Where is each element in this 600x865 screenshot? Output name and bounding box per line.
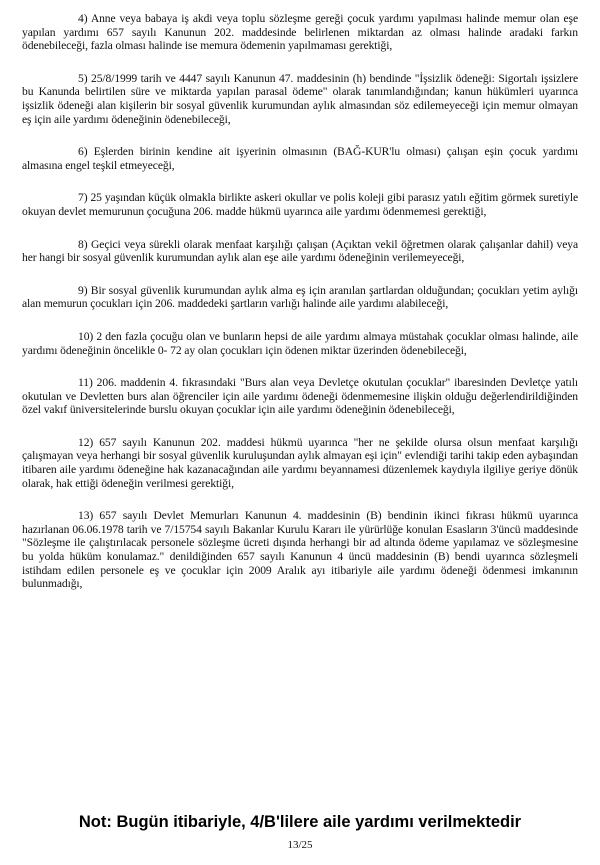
paragraph-item-6: 6) Eşlerden birinin kendine ait işyerinin olmasının (BAĞ-KUR'lu olması) çalışan eşin çocuk yardımı almasına engel teşkil etmeyeceği,: [22, 145, 578, 172]
paragraph-item-10: 10) 2 den fazla çocuğu olan ve bunların hepsi de aile yardımı almaya müstahak çocuklar olması halinde, aile yardımı ödeneğinin öncelikle 0- 72 ay olan çocukları için ödenen miktar üzerinden ödenebileceği,: [22, 329, 578, 357]
paragraph-item-12: 12) 657 sayılı Kanunun 202. maddesi hükmü uyarınca "her ne şekilde olursa olsun menfaat karşılığı çalışmayan veya herhangi bir sosyal güvenlik kuruluşundan aylık almayan eşi için" evlendiği tarihi takip eden aybaşından itibaren aile yardımı ödeneğine hak kazanacağından aile yardımı beyannamesi düzenlemek kaydıyla ilgiliye geriye dönük olarak, hak ettiği ödeneğin verilmesi gerektiği,: [22, 435, 578, 490]
paragraph-item-7: 7) 25 yaşından küçük olmakla birlikte askeri okullar ve polis koleji gibi parasız yatılı eğitim görmek suretiyle okuyan devlet memurunun çocuğuna 206. madde hükmü uyarınca aile yardımı ödenmemesi gerektiği,: [22, 191, 578, 218]
paragraph-item-11: 11) 206. maddenin 4. fıkrasındaki "Burs alan veya Devletçe okutulan çocuklar" ibaresinden Devletçe yatılı okutulan ve Devletten burs alan öğrenciler için aile yardımı ödeneği ödenmemesine ilişkin olduğu değerlendirildiğinden özel vakıf üniversitelerinde burslu okuyan çocuklar için aile yardımı ödeneğinin ödenebileceği,: [22, 376, 578, 417]
paragraph-item-4: 4) Anne veya babaya iş akdi veya toplu sözleşme gereği çocuk yardımı yapılması halinde memur olan eşe yapılan yardımı 657 sayılı Kanunun 202. maddesinde belirlenen miktardan az olması halinde aradaki farkın ödenebileceği, fazla olması halinde ise memura ödemenin yapılmaması gerektiği,: [22, 12, 578, 53]
note-banner: Not: Bugün itibariyle, 4/B'lilere aile yardımı verilmektedir: [78, 813, 522, 831]
paragraph-item-13: 13) 657 sayılı Devlet Memurları Kanunun 4. maddesinin (B) bendinin ikinci fıkrası hükmü uyarınca hazırlanan 06.06.1978 tarih ve 7/15754 sayılı Bakanlar Kurulu Kararı ile yürürlüğe konulan Esasların 3'üncü maddesinde "Sözleşme ile çalıştırılacak personele sözleşme ücreti dışında herhangi bir ad altında ödeme yapılamaz ve sözleşmesine bu yolda hüküm konulamaz." denildiğinden 657 sayılı Kanunun 4 üncü maddesinin (B) bendi uyarınca sözleşmeli istihdam edilen personele eş ve çocuklar için 2009 Aralık ayı itibariyle aile yardımı ödeneği ödenmesi imkanının bulunmadığı,: [22, 509, 578, 591]
paragraph-item-5: 5) 25/8/1999 tarih ve 4447 sayılı Kanunun 47. maddesinin (h) bendinde "İşsizlik ödeneği: Sigortalı işsizlere bu Kanunda belirtilen süre ve miktarda yapılan parasal ödeme" olarak tanımlandığından; kanun hükümleri uyarınca işsizlik ödeneği alan kişilerin bir sosyal güvenlik kurumundan aylık almasından söz edilemeyeceği için memur olmayan eş için aile yardımı ödeneğinin ödenebileceği,: [22, 71, 578, 126]
paragraph-item-9: 9) Bir sosyal güvenlik kurumundan aylık alma eş için aranılan şartlardan olduğundan; çocukları yetim aylığı alan memurun çocukları için 206. maddedeki şartların varlığı halinde aile yardımı alabileceği,: [22, 283, 578, 311]
page-number: 13/25: [287, 839, 313, 851]
paragraph-item-8: 8) Geçici veya sürekli olarak menfaat karşılığı çalışan (Açıktan vekil öğretmen olarak çalışanlar dahil) veya her hangi bir sosyal güvenlik kurumundan aylık alan eşe aile yardımı ödeneğinin verilemeyeceği,: [22, 237, 578, 265]
